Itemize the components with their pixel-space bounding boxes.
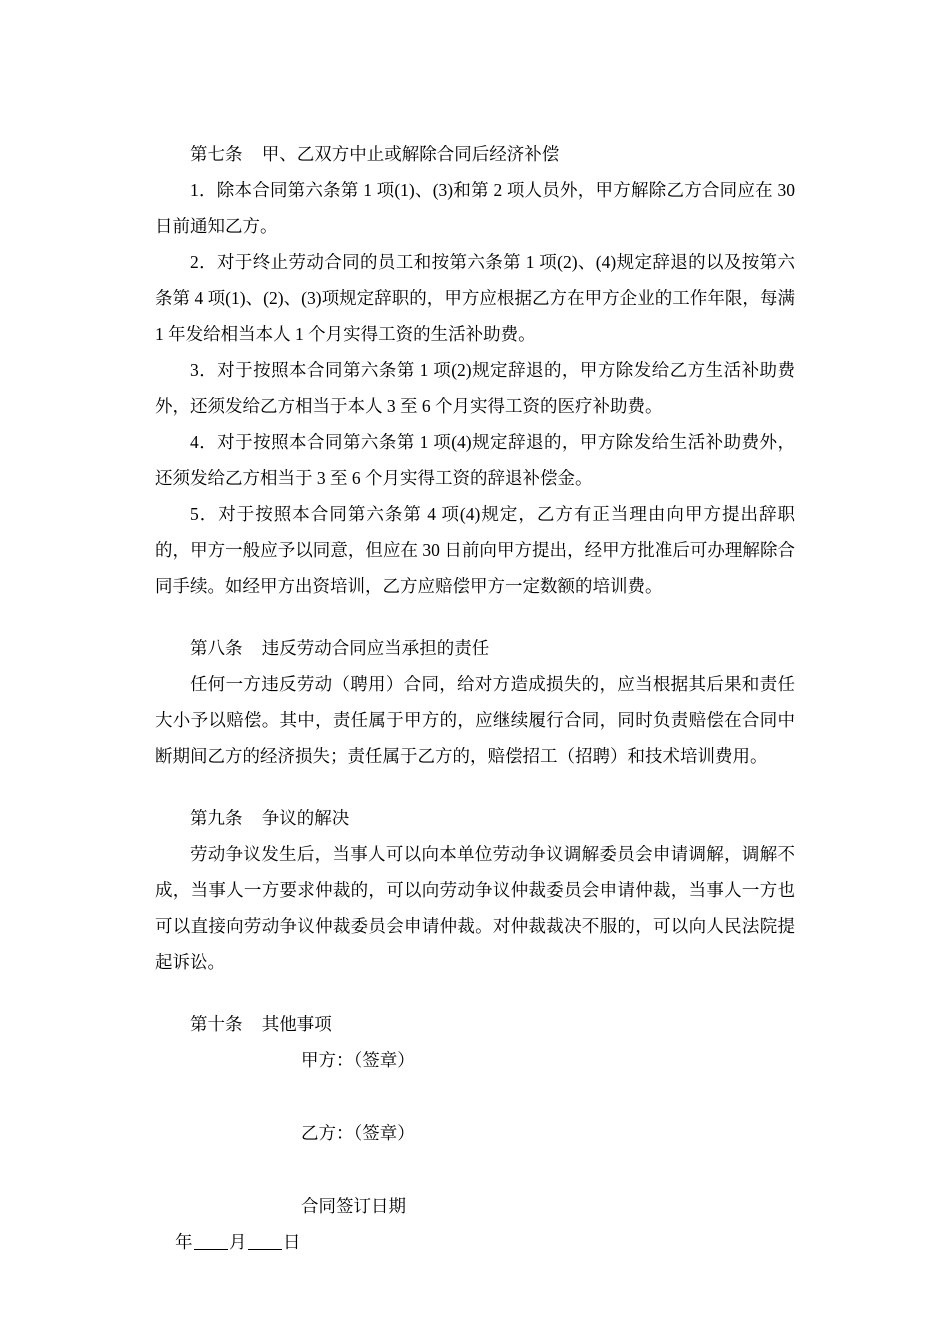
article-8-paragraph: 任何一方违反劳动（聘用）合同，给对方造成损失的，应当根据其后果和责任大小予以赔偿。其中，责任属于甲方的，应继续履行合同，同时负责赔偿在合同中断期间乙方的经济损失；责任属于乙方的，赔偿招工（招聘）和技术培训费用。 <box>155 674 795 766</box>
article-7-item-1: 1．除本合同第六条第 1 项(1)、(3)和第 2 项人员外，甲方解除乙方合同应在 30 日前通知乙方。 <box>155 180 795 236</box>
document-body <box>155 136 795 1260</box>
article-10-heading-title: 其他事项 <box>261 1014 332 1034</box>
article-8-heading-title: 违反劳动合同应当承担的责任 <box>261 638 490 658</box>
article-7-item-5: 5．对于按照本合同第六条第 4 项(4)规定，乙方有正当理由向甲方提出辞职的，甲方一般应予以同意，但应在 30 日前向甲方提出，经甲方批准后可办理解除合同手续。如经甲方出资培训，乙方应赔偿甲方一定数额的培训费。 <box>155 504 795 596</box>
article-8-heading <box>155 630 795 666</box>
article-7-item-3: 3．对于按照本合同第六条第 1 项(2)规定辞退的，甲方除发给乙方生活补助费外，还须发给乙方相当于本人 3 至 6 个月实得工资的医疗补助费。 <box>155 360 795 416</box>
article-9-heading-number: 第九条 <box>190 808 243 828</box>
article-7-heading-title: 甲、乙双方中止或解除合同后经济补偿 <box>261 144 560 164</box>
date-year-label: 年 <box>175 1232 193 1252</box>
contract-date-fields <box>155 1224 795 1260</box>
section-article-7 <box>155 136 795 604</box>
article-7-heading-number: 第七条 <box>190 144 243 164</box>
section-article-8 <box>155 630 795 774</box>
article-7-item-4: 4．对于按照本合同第六条第 1 项(4)规定辞退的，甲方除发给生活补助费外，还须发给乙方相当于 3 至 6 个月实得工资的辞退补偿金。 <box>155 432 795 488</box>
section-article-9 <box>155 800 795 980</box>
signature-block <box>155 1042 795 1260</box>
signature-spacer <box>155 1151 795 1188</box>
article-9-heading-title: 争议的解决 <box>261 808 350 828</box>
article-7-heading <box>155 136 795 172</box>
section-divider <box>155 980 795 1006</box>
article-9-heading <box>155 800 795 836</box>
article-9-paragraph: 劳动争议发生后，当事人可以向本单位劳动争议调解委员会申请调解，调解不成，当事人一方要求仲裁的，可以向劳动争议仲裁委员会申请仲裁，当事人一方也可以直接向劳动争议仲裁委员会申请仲裁。对仲裁裁决不服的，可以向人民法院提起诉讼。 <box>155 844 795 972</box>
date-month-blank <box>248 1232 282 1250</box>
article-8-heading-number: 第八条 <box>190 638 243 658</box>
section-divider <box>155 774 795 800</box>
date-day-label: 日 <box>283 1232 301 1252</box>
party-b-signature-line: 乙方：（签章） <box>301 1123 415 1143</box>
contract-date-label: 合同签订日期 <box>301 1196 406 1216</box>
signature-spacer <box>155 1078 795 1115</box>
article-10-heading <box>155 1006 795 1042</box>
party-a-signature-line: 甲方：（签章） <box>301 1050 415 1070</box>
article-10-heading-number: 第十条 <box>190 1014 243 1034</box>
section-article-10 <box>155 1006 795 1042</box>
date-year-blank <box>194 1232 228 1250</box>
date-month-label: 月 <box>229 1232 247 1252</box>
section-divider <box>155 604 795 630</box>
article-7-item-2: 2．对于终止劳动合同的员工和按第六条第 1 项(2)、(4)规定辞退的以及按第六条第 4 项(1)、(2)、(3)项规定辞职的，甲方应根据乙方在甲方企业的工作年限，每满 1 年发给相当本人 1 个月实得工资的生活补助费。 <box>155 252 795 344</box>
